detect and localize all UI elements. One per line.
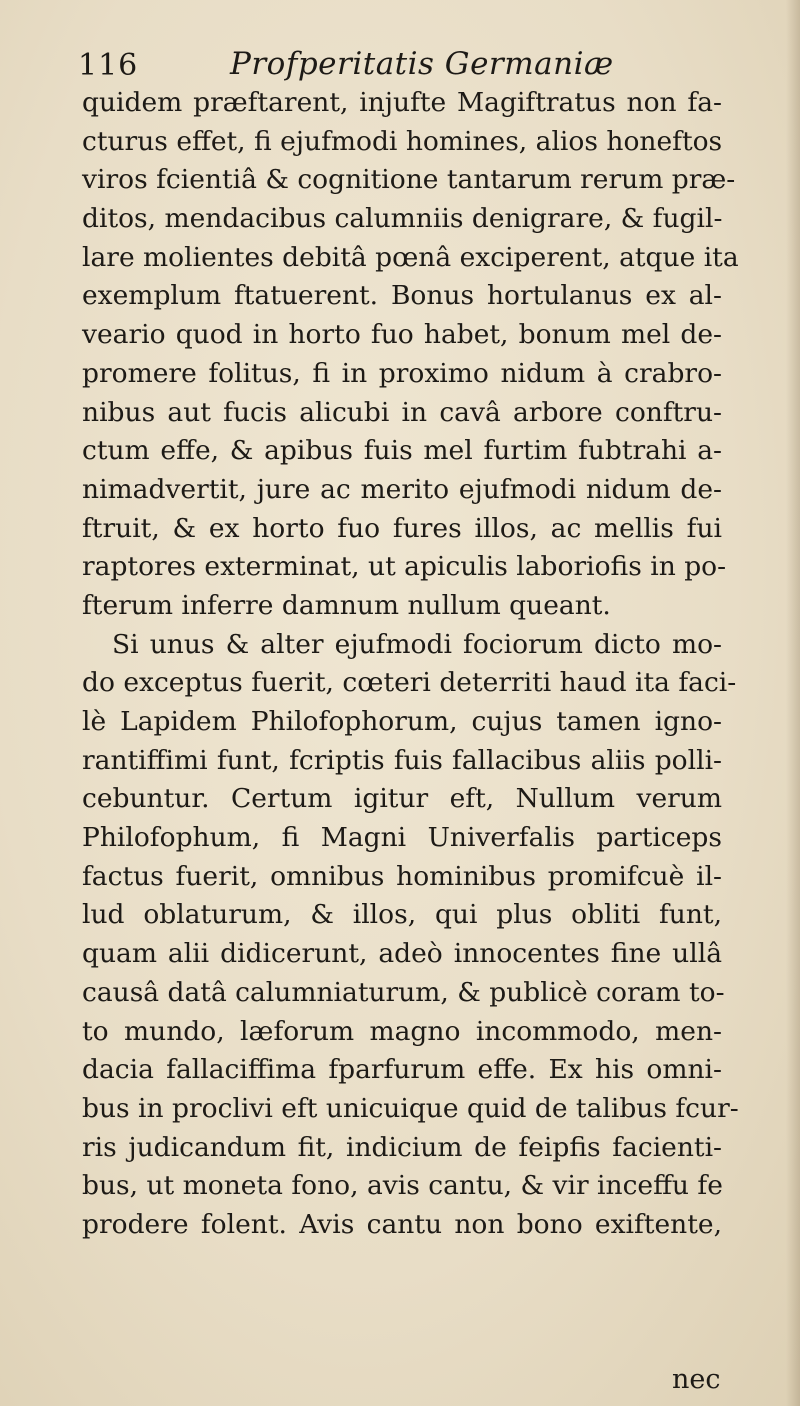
text-line: cturus effet, fi ejufmodi homines, alios honeftos [82,125,723,157]
text-line: Philofophum, fi Magni Univerfalis particeps [82,822,722,854]
text-line: nimadvertit, jure ac merito ejufmodi nidum de- [82,473,722,505]
text-line: cebuntur. Certum igitur eft, Nullum verum [82,783,722,815]
text-line: nibus aut fucis alicubi in cavâ arbore conftru- [82,396,722,428]
text-line: dacia fallaciffima fparfurum effe. Ex his omni- [82,1054,722,1086]
page-edge-shadow [786,0,800,1406]
text-line: raptores exterminat, ut apiculis laboriofis in po- [82,551,727,583]
text-line: quam alii didicerunt, adeò innocentes fine ullâ [82,938,722,970]
text-line: veario quod in horto fuo habet, bonum mel de- [82,319,722,351]
page-number: 116 [78,48,139,83]
text-line: quidem præftarent, injufte Magiftratus non fa- [82,87,722,118]
text-line: causâ datâ calumniaturum, & publicè coram to- [82,976,725,1008]
text-line: factus fuerit, omnibus hominibus promifcuè il- [82,860,722,892]
text-line: rantiffimi funt, fcriptis fuis fallacibus aliis polli- [82,744,722,776]
catchword: nec [672,1364,721,1395]
text-line: ris judicandum fit, indicium de feipfis facienti- [82,1131,722,1163]
text-line: prodere folent. Avis cantu non bono exiftente, [82,1208,722,1240]
text-line: ditos, mendacibus calumniis denigrare, & fugil- [82,203,723,235]
text-line: promere folitus, fi in proximo nidum à crabro- [82,357,722,389]
text-line: lare molientes debitâ pœnâ exciperent, atque ita [82,241,739,273]
text-line: fterum inferre damnum nullum queant. [82,589,611,621]
text-line: ftruit, & ex horto fuo fures illos, ac mellis fui [82,512,722,544]
body-text [82,84,739,1245]
text-line: lè Lapidem Philofophorum, cujus tamen igno- [82,706,722,737]
text-line: Si unus & alter ejufmodi fociorum dicto mo- [112,628,722,660]
text-line: to mundo, læforum magno incommodo, men- [82,1015,722,1047]
text-line: viros fcientiâ & cognitione tantarum rerum præ- [82,164,736,196]
text-line: exemplum ftatuerent. Bonus hortulanus ex al- [82,280,722,312]
text-line: ctum effe, & apibus fuis mel furtim fubtrahi a- [82,435,722,467]
text-line: do exceptus fuerit, cœteri deterriti haud ita faci- [82,667,737,699]
page-header [78,42,738,86]
text-line: lud oblaturum, & illos, qui plus obliti funt, [82,899,722,931]
text-line: bus in proclivi eft unicuique quid de talibus fcur- [82,1092,739,1124]
running-title: Profperitatis Germaniæ [230,46,614,82]
text-line: bus, ut moneta fono, avis cantu, & vir inceffu fe [82,1170,723,1202]
